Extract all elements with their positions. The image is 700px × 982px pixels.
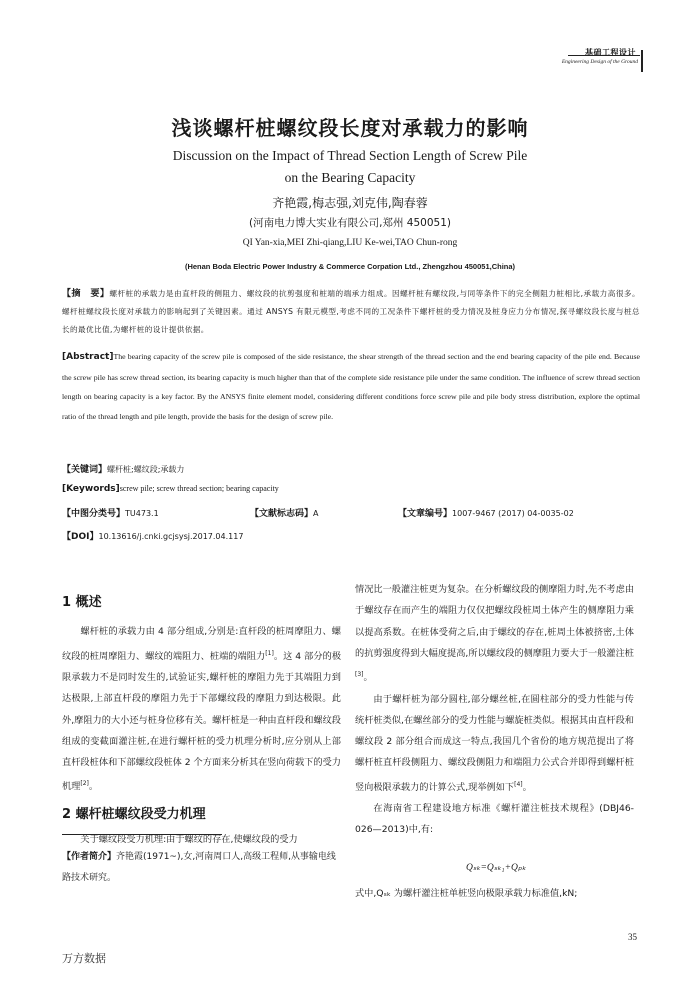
doi (62, 529, 243, 542)
keywords-en-label: [Keywords] (62, 484, 120, 494)
footnote-label: 【作者简介】 (62, 852, 117, 862)
article-no-label: 【文章编号】 (398, 509, 453, 519)
right-column (355, 579, 634, 841)
keywords-cn-label: 【关键词】 (62, 465, 108, 475)
page-number: 35 (628, 932, 637, 942)
clc-number (62, 506, 159, 519)
authors-en: QI Yan-xia,MEI Zhi-qiang,LIU Ke-wei,TAO Chun-rong (242, 238, 458, 248)
abstract-en-text: The bearing capacity of the screw pile is composed of the side resistance, the shear strength of the thread section and the end bearing capacity of the pile end. Because the screw pile has screw thread section, its bearing capacity is much higher than that of the complete side resistance pile under the same condition. The influence of screw thread section length on bearing capacity is a key factor. By the ANSYS finite element model, considering different conditions force screw pile and pile body stress distribution, explore the optimal ratio of the thread length and pile length, provide the basis for the design of screw pile. (62, 352, 640, 421)
authors-cn: 齐艳霞,梅志强,刘克伟,陶春蓉 (272, 196, 428, 210)
header-bar (641, 50, 643, 72)
footnote-rule (62, 834, 222, 835)
keywords-cn (62, 462, 184, 475)
abstract-cn-label: 【摘 要】 (62, 289, 110, 299)
title-en-line1: Discussion on the Impact of Thread Section Length of Screw Pile (172, 148, 528, 163)
right-paragraph-4: 式中,Qₛₖ 为螺杆灌注桩单桩竖向极限承载力标准值,kN; (355, 888, 578, 899)
clc-value: TU473.1 (125, 509, 159, 518)
header-rule (568, 55, 640, 56)
journal-name-cn: 基础工程设计 (585, 48, 636, 57)
right-p2-text: 由于螺杆桩为部分圆柱,部分螺丝桩,在圆柱部分的受力性能与传统杆桩类似,在螺丝部分的受力性能与螺旋桩类似。根据其由直杆段和螺纹段 2 部分组合而成这一特点,我国几个省份的地方规范提出了将螺杆桩直杆段侧阻力、螺纹段侧阻力和端阻力公式合并即得到螺杆桩竖向极限承载力的计算公式,现举例如下 (355, 693, 634, 793)
article-number (398, 506, 574, 519)
title-cn: 浅谈螺杆桩螺纹段长度对承载力的影响 (171, 116, 529, 140)
watermark: 万方数据 (62, 952, 106, 965)
right-p2-end: 。 (522, 781, 532, 793)
right-paragraph-3: 在海南省工程建设地方标准《螺杆灌注桩技术规程》(DBJ46-026—2013)中,有: (355, 803, 634, 836)
doc-code-label: 【文献标志码】 (250, 509, 314, 519)
affiliation-en: (Henan Boda Electric Power Industry & Commerce Corpation Ltd., Zhengzhou 450051,China) (184, 262, 516, 271)
author-footnote (62, 847, 342, 889)
document-code (250, 506, 319, 519)
abstract-en (62, 347, 640, 426)
doc-code-value: A (313, 509, 319, 518)
sec1-text-a: 螺杆桩的承载力由 4 部分组成,分别是:直杆段的桩周摩阻力、螺纹段的桩周摩阻力、螺纹的端阻力、桩端的端阻力 (62, 626, 341, 662)
journal-name-en: Engineering Design of the Ground (561, 59, 638, 65)
section-2-paragraph: 关于螺纹段受力机理:由于螺纹的存在,使螺纹段的受力 (80, 834, 298, 846)
ref-1: [1] (265, 649, 274, 657)
ref-2: [2] (80, 780, 89, 788)
keywords-en-text: screw pile; screw thread section; bearing capacity (119, 484, 279, 493)
section-1-paragraph (62, 621, 341, 798)
article-no-value: 1007-9467 (2017) 04-0035-02 (452, 509, 574, 518)
doi-value: 10.13616/j.cnki.gcjsysj.2017.04.117 (98, 532, 244, 541)
affiliation-cn: (河南电力博大实业有限公司,郑州 450051) (249, 217, 451, 229)
keywords-cn-text: 螺杆桩;螺纹段;承载力 (107, 465, 185, 474)
sec1-text-end: 。 (88, 781, 99, 793)
clc-label: 【中图分类号】 (62, 509, 126, 519)
right-p1-text: 情况比一般灌注桩更为复杂。在分析螺纹段的侧摩阻力时,先不考虑由于螺纹存在而产生的端阻力仅仅把螺纹段桩周土体产生的侧摩阻力乘以提高系数。在桩体受荷之后,由于螺纹的存在,桩周土体被挤密,土体的抗剪强度得到大幅度提高,所以螺纹段的侧摩阻力要大于一般灌注桩 (355, 584, 634, 659)
doi-label: 【DOI】 (62, 532, 99, 542)
right-paragraph-1 (355, 579, 634, 689)
ref-4: [4] (514, 780, 523, 788)
ref-3: [3] (355, 671, 364, 679)
right-paragraph-2 (355, 689, 634, 799)
abstract-en-label: [Abstract] (62, 352, 114, 362)
formula: Qₛₖ=Qₛₖ₁+Qₚₖ (466, 863, 526, 873)
section-2-heading: 2 螺杆桩螺纹段受力机理 (62, 806, 206, 822)
section-1-heading: 1 概述 (62, 595, 102, 610)
left-column (62, 588, 341, 850)
keywords-en (62, 484, 279, 494)
footnote-text: 齐艳霞(1971~),女,河南周口人,高级工程师,从事输电线路技术研究。 (62, 852, 336, 883)
right-p1-end: 。 (363, 672, 373, 684)
abstract-cn (62, 285, 640, 339)
title-en-line2: on the Bearing Capacity (284, 170, 416, 185)
right-column-tail (355, 883, 634, 904)
sec1-text-b: 。这 4 部分的极限承载力不是同时发生的,试验证实,螺杆桩的摩阻力先于其端阻力到达极限,上部直杆段的摩阻力先于下部螺纹段的摩阻力到达极限。此外,摩阻力的大小还与桩身位移有关。螺杆桩是一种由直杆段和螺纹段组成的变截面灌注桩,在进行螺杆桩的受力机理分析时,应分别从上部直杆段桩体和下部螺纹段桩体 2 个方面来分析其在竖向荷载下的受力机理 (62, 650, 342, 793)
abstract-cn-text: 螺杆桩的承载力是由直杆段的侧阻力、螺纹段的抗剪强度和桩端的端承力组成。因螺杆桩有螺纹段,与同等条件下的完全侧阻力桩相比,承载力高很多。螺杆桩螺纹段长度对承载力的影响起到了关键因素。通过 ANSYS 有限元模型,考虑不同的工况条件下螺杆桩的受力情况及桩身应力分布情况,探寻螺纹段长度与桩总长的最优比值,为螺杆桩的设计提供依据。 (62, 289, 640, 334)
